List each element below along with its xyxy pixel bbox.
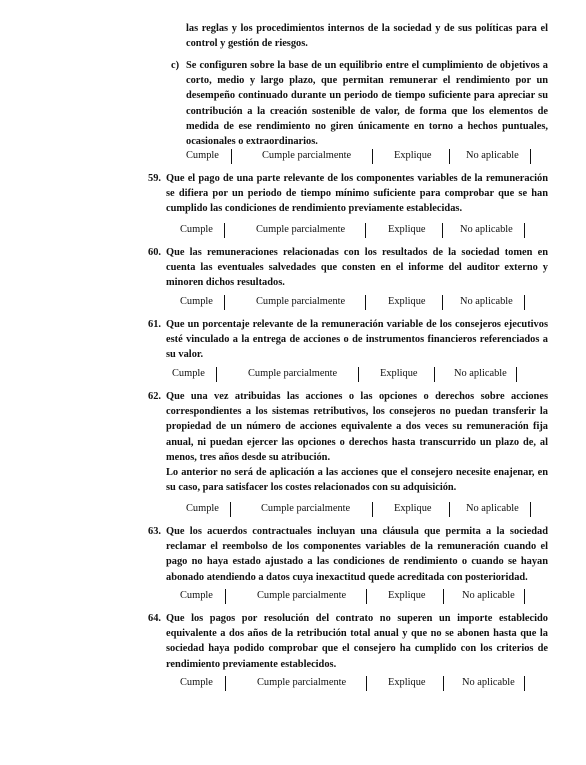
rec-62-number: 62. (148, 391, 161, 402)
divider (449, 502, 450, 517)
option-cumple-parcialmente[interactable]: Cumple parcialmente (256, 296, 346, 307)
option-explique[interactable]: Explique (388, 677, 426, 688)
option-cumple[interactable]: Cumple (180, 590, 213, 601)
option-no-aplicable[interactable]: No aplicable (466, 150, 519, 161)
rec-64-text: Que los pagos por resolución del contrato no superen un importe establecido equivalente a dos años de la retribución total anual y que no se abonen hasta que la sociedad haya podido comprobar que el consejero ha cumplido con los criterios de rendimiento previamente establecidos. (166, 613, 548, 670)
rec-61-text: Que un porcentaje relevante de la remuneración variable de los consejeros ejecutivos esté vinculado a la entrega de acciones o de instrumentos financieros referenciados a su valor. (166, 319, 548, 361)
divider (524, 223, 525, 238)
option-cumple[interactable]: Cumple (180, 296, 213, 307)
divider (449, 149, 450, 164)
divider (442, 223, 443, 238)
option-cumple[interactable]: Cumple (186, 503, 219, 514)
divider (231, 149, 232, 164)
divider (524, 589, 525, 604)
option-cumple-parcialmente[interactable]: Cumple parcialmente (257, 677, 347, 688)
rec-59-number: 59. (148, 173, 161, 184)
divider (216, 367, 217, 382)
rec-63-number: 63. (148, 526, 161, 537)
option-explique[interactable]: Explique (388, 590, 426, 601)
divider (365, 295, 366, 310)
rec-61-number: 61. (148, 319, 161, 330)
divider (225, 589, 226, 604)
item-c-text: Se configuren sobre la base de un equilibrio entre el cumplimiento de objetivos a corto, medio y largo plazo, que permitan remunerar el rendimiento por un desempeño continuado durante un periodo de tiempo suficiente para apreciar su contribución a la creación sostenible de valor, de forma que los elementos de medida de ese rendimiento no giren únicamente en torno a hechos puntuales, ocasionales o extraordinarios. (186, 60, 548, 148)
option-cumple[interactable]: Cumple (172, 368, 205, 379)
divider (365, 223, 366, 238)
option-explique[interactable]: Explique (394, 503, 432, 514)
divider (358, 367, 359, 382)
divider (224, 295, 225, 310)
item-b-text: las reglas y los procedimientos internos de la sociedad y de sus políticas para el control y gestión de riesgos. (186, 23, 548, 50)
divider (524, 676, 525, 691)
divider (516, 367, 517, 382)
divider (224, 223, 225, 238)
option-explique[interactable]: Explique (388, 224, 426, 235)
option-no-aplicable[interactable]: No aplicable (462, 590, 515, 601)
option-explique[interactable]: Explique (394, 150, 432, 161)
divider (530, 149, 531, 164)
option-explique[interactable]: Explique (388, 296, 426, 307)
divider (225, 676, 226, 691)
rec-60-number: 60. (148, 247, 161, 258)
divider (524, 295, 525, 310)
option-no-aplicable[interactable]: No aplicable (466, 503, 519, 514)
item-c-letter: c) (171, 60, 180, 71)
option-cumple-parcialmente[interactable]: Cumple parcialmente (257, 590, 347, 601)
option-no-aplicable[interactable]: No aplicable (462, 677, 515, 688)
option-cumple-parcialmente[interactable]: Cumple parcialmente (261, 503, 351, 514)
option-no-aplicable[interactable]: No aplicable (460, 296, 513, 307)
rec-63-text: Que los acuerdos contractuales incluyan una cláusula que permita a la sociedad reclamar el reembolso de los componentes variables de la remuneración cuando el pago no haya estado ajustado a las condiciones de rendimiento o cuando se hayan abonado atendiendo a datos cuya inexactitud quede acreditada con posterioridad. (166, 526, 548, 583)
divider (530, 502, 531, 517)
option-cumple-parcialmente[interactable]: Cumple parcialmente (262, 150, 352, 161)
divider (372, 502, 373, 517)
rec-59-text: Que el pago de una parte relevante de los componentes variables de la remuneración se difiera por un periodo de tiempo mínimo suficiente para comprobar que se han cumplido las condiciones de rendimiento previamente establecidas. (166, 173, 548, 215)
option-cumple[interactable]: Cumple (180, 677, 213, 688)
option-no-aplicable[interactable]: No aplicable (454, 368, 507, 379)
divider (372, 149, 373, 164)
divider (443, 589, 444, 604)
divider (366, 589, 367, 604)
rec-60-text: Que las remuneraciones relacionadas con los resultados de la sociedad tomen en cuenta las eventuales salvedades que consten en el informe del auditor externo y minoren dichos resultados. (166, 247, 548, 289)
option-cumple[interactable]: Cumple (186, 150, 219, 161)
option-cumple[interactable]: Cumple (180, 224, 213, 235)
option-explique[interactable]: Explique (380, 368, 418, 379)
rec-64-number: 64. (148, 613, 161, 624)
divider (443, 676, 444, 691)
divider (434, 367, 435, 382)
rec-62-note: Lo anterior no será de aplicación a las acciones que el consejero necesite enajenar, en su caso, para satisfacer los costes relacionados con su adquisición. (166, 467, 548, 494)
option-no-aplicable[interactable]: No aplicable (460, 224, 513, 235)
divider (230, 502, 231, 517)
rec-62-text: Que una vez atribuidas las acciones o las opciones o derechos sobre acciones correspondientes a los sistemas retributivos, los consejeros no puedan transferir la propiedad de un número de acciones equivalente a dos veces su remuneración fija anual, ni puedan ejercer las opciones o derechos hasta transcurrido un plazo de, al menos, tres años desde su atribución. (166, 391, 548, 463)
divider (366, 676, 367, 691)
option-cumple-parcialmente[interactable]: Cumple parcialmente (248, 368, 338, 379)
divider (442, 295, 443, 310)
option-cumple-parcialmente[interactable]: Cumple parcialmente (256, 224, 346, 235)
